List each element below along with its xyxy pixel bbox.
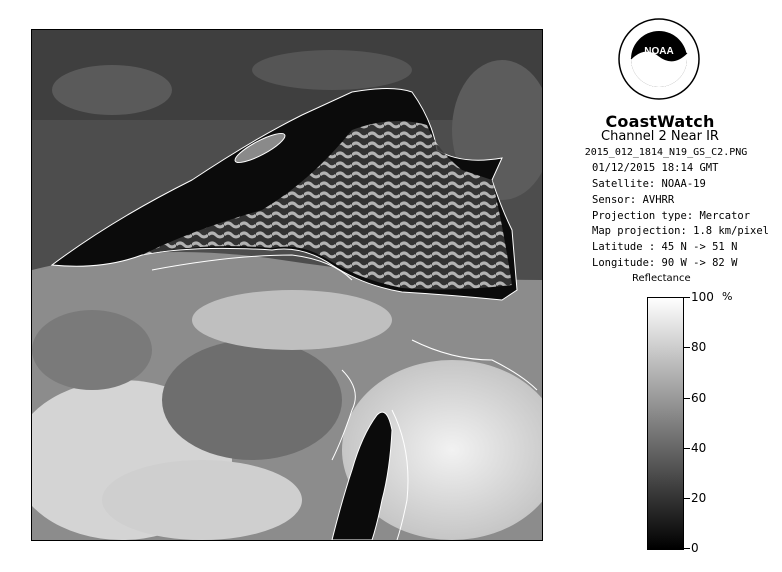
colorbar-tick <box>684 347 690 348</box>
map-projection: Map projection: 1.8 km/pixel <box>592 225 770 237</box>
longitude: Longitude: 90 W -> 82 W <box>592 257 738 269</box>
colorbar-tick-label: 100 <box>691 290 714 304</box>
colorbar-tick-label: 0 <box>691 541 699 555</box>
svg-text:NOAA: NOAA <box>644 46 674 57</box>
colorbar-tick <box>684 398 690 399</box>
colorbar-tick <box>684 297 690 298</box>
satellite-scene <box>32 30 542 540</box>
sensor: Sensor: AVHRR <box>592 194 675 206</box>
colorbar-tick <box>684 448 690 449</box>
channel-label: Channel 2 Near IR <box>601 129 719 144</box>
satellite: Satellite: NOAA-19 <box>592 178 706 190</box>
colorbar-tick-label: 80 <box>691 340 707 354</box>
satellite-image <box>31 29 543 541</box>
colorbar-tick <box>684 548 690 549</box>
noaa-logo <box>618 18 700 100</box>
projection-type: Projection type: Mercator <box>592 210 751 222</box>
latitude: Latitude : 45 N -> 51 N <box>592 241 738 253</box>
product-title: CoastWatch <box>605 112 715 131</box>
file-name: 2015_012_1814_N19_GS_C2.PNG <box>584 147 748 158</box>
colorbar-tick-label: 60 <box>691 391 707 405</box>
colorbar-tick-label: 20 <box>691 491 707 505</box>
colorbar <box>647 297 684 550</box>
colorbar-tick <box>684 498 690 499</box>
colorbar-title: Reflectance <box>632 273 691 284</box>
colorbar-tick-label: 40 <box>691 441 707 455</box>
colorbar-unit: % <box>722 290 733 303</box>
datetime: 01/12/2015 18:14 GMT <box>592 162 719 174</box>
